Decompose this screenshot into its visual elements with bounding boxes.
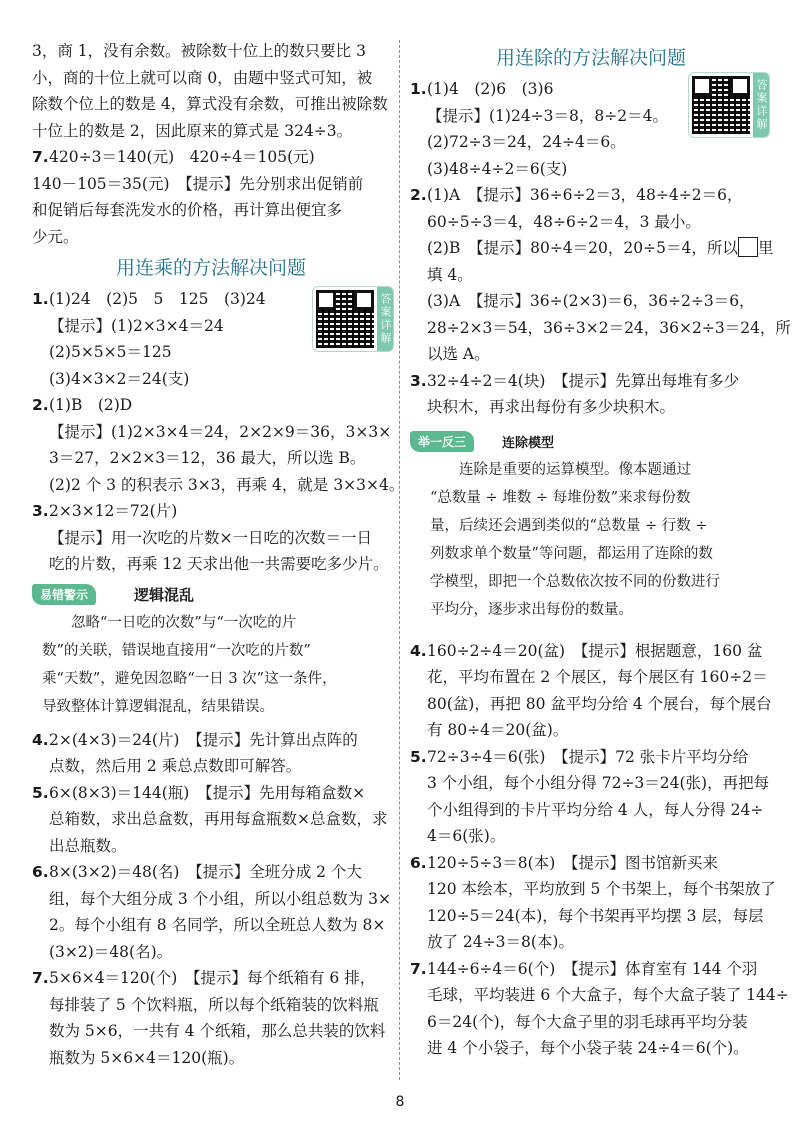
- text-line: 72÷3÷4＝6(张) 【提示】72 张卡片平均分给: [427, 747, 749, 766]
- qr-code-icon: [316, 290, 374, 348]
- text-line: 6＝24(个)，每个大盒子里的羽毛球再平均分装: [427, 1012, 748, 1031]
- section-divide: [410, 76, 791, 421]
- section-multiply: [32, 286, 405, 578]
- text-line: 144÷6÷4＝6(个) 【提示】体育室有 144 个羽: [427, 959, 758, 978]
- tip-badge: 举一反三: [410, 431, 474, 452]
- answer-item: [410, 182, 791, 368]
- note-line: 忽略“一日吃的次数”与“一次吃的片: [71, 614, 297, 631]
- note-line: 平均分，逐步求出每份的数量。: [430, 601, 633, 618]
- text-line: (1)A 【提示】36÷6÷2＝3，48÷4÷2＝6，: [427, 186, 743, 204]
- qr-label: 答案详解: [753, 73, 769, 137]
- answer-item: [410, 850, 776, 956]
- section-title: 用连除的方法解决问题: [495, 47, 686, 69]
- text-line: 6×(8×3)＝144(瓶) 【提示】先用每箱盒数×: [49, 783, 366, 802]
- item-number: 4.: [32, 730, 49, 749]
- answer-item: [410, 744, 772, 850]
- answer-item: [32, 392, 405, 498]
- item-number: 3.: [410, 371, 427, 390]
- text-line: 60÷5÷3＝4，48÷6÷2＝4，3 最小。: [427, 212, 701, 231]
- text-line: 个小组得到的卡片平均分给 4 人，每人分得 24÷: [427, 800, 764, 819]
- text-line: 5×6×4＝120(个) 【提示】每个纸箱有 6 排，: [49, 969, 376, 987]
- answer-item: [32, 144, 390, 250]
- text-line: (3)48÷4÷2＝6(支): [427, 159, 568, 178]
- text-line: (3)4×3×2＝24(支): [49, 369, 190, 388]
- text-fragment: (2)B 【提示】80÷4＝20，20÷5＝4，所以: [427, 239, 738, 257]
- text-line: 总箱数，求出总盒数，再用每盒瓶数×总盒数，求: [49, 810, 388, 828]
- text-line: 4＝6(张)。: [427, 827, 506, 845]
- tip-note: [410, 456, 772, 624]
- note-line: 连除是重要的运算模型。像本题通过: [459, 461, 691, 478]
- item-number: 7.: [410, 959, 427, 978]
- answer-item: [410, 956, 789, 1062]
- text-line: (2)72÷3＝24，24÷4＝6。: [427, 133, 626, 151]
- text-line: 3 个小组，每个小组分得 72÷3＝24(张)，再把每: [427, 774, 770, 792]
- text-line: 数为 5×6，一共有 4 个纸箱，那么总共装的饮料: [49, 1022, 386, 1040]
- text-line: 小，商的十位上就可以商 0，由题中竖式可知，被: [32, 68, 373, 87]
- note-line: 数”的关联，错误地直接用“一次吃的片数”: [42, 642, 311, 659]
- text-line: 块积木，再求出每份有多少块积木。: [427, 398, 676, 416]
- item-number: 7.: [32, 148, 49, 166]
- text-line: 有 80÷4＝20(盆)。: [427, 721, 569, 739]
- item-number: 1.: [410, 80, 427, 98]
- text-line: 以选 A。: [427, 345, 490, 363]
- text-line: 【提示】(1)2×3×4＝24，2×2×9＝36，3×3×: [49, 422, 392, 441]
- text-line: 每排装了 5 个饮料瓶，所以每个纸箱装的饮料瓶: [49, 995, 379, 1014]
- item-number: 1.: [32, 290, 49, 308]
- note-line: 学模型，即把一个总数依次按不同的份数进行: [430, 573, 720, 590]
- section-title: 用连乘的方法解决问题: [115, 257, 306, 279]
- item-number: 4.: [410, 641, 427, 660]
- left-column: [32, 38, 405, 1071]
- item-number: 6.: [32, 863, 49, 881]
- text-line: 【提示】(1)2×3×4＝24: [49, 316, 224, 335]
- text-line: 3，商 1，没有余数。被除数十位上的数只要比 3: [32, 42, 366, 60]
- item-number: 2.: [32, 396, 49, 414]
- item-number: 7.: [32, 969, 49, 987]
- tip-note: [32, 609, 390, 721]
- text-line: 和促销后每套洗发水的价格，再计算出便宜多: [32, 201, 343, 219]
- item-number: 5.: [410, 747, 427, 766]
- item-number: 3.: [32, 502, 49, 520]
- note-line: 导致整体计算逻辑混乱，结果错误。: [42, 698, 274, 715]
- text-line: 组，每个大组分成 3 个小组，所以小组总数为 3×: [49, 889, 391, 908]
- answer-item: [32, 498, 390, 578]
- text-line: (3)A 【提示】36÷(2×3)＝6，36÷2÷3＝6，: [427, 292, 755, 310]
- note-line: 乘“天数”，避免因忽略“一日 3 次”这一条件，: [42, 670, 337, 687]
- answer-item: [32, 727, 390, 780]
- text-fragment: 里: [757, 239, 774, 257]
- item-number: 5.: [32, 783, 49, 802]
- tip-header: [32, 584, 390, 605]
- note-line: “总数量 ÷ 堆数 ÷ 每堆份数”来求每份数: [430, 489, 691, 506]
- text-line: 160÷2÷4＝20(盆) 【提示】根据题意，160 盆: [427, 641, 763, 660]
- answer-item: [410, 638, 772, 744]
- text-line: 出总瓶数。: [49, 836, 127, 855]
- continued-text: [32, 38, 390, 144]
- text-line: 80(盆)，再把 80 盆平均分给 4 个展台，每个展台: [427, 694, 772, 713]
- text-line: 2×(4×3)＝24(片) 【提示】先计算出点阵的: [49, 730, 358, 749]
- text-line: 3＝27，2×2×3＝12，36 最大，所以选 B。: [49, 449, 366, 467]
- text-line: 2。每个小组有 8 名同学，所以全班总人数为 8×: [49, 916, 386, 934]
- answer-item: [32, 859, 390, 965]
- item-number: 2.: [410, 186, 427, 204]
- item-number: 6.: [410, 853, 427, 872]
- tip-title: 逻辑混乱: [134, 585, 195, 604]
- text-line: (3×2)＝48(名)。: [49, 942, 173, 961]
- text-line: 进 4 个小袋子，每个小袋子装 24÷4＝6(个)。: [427, 1039, 749, 1057]
- text-line: 120 本绘本，平均放到 5 个书架上，每个书架放了: [427, 880, 776, 898]
- column-divider: [399, 40, 400, 1080]
- note-line: 列数求单个数量”等问题，都运用了连除的数: [430, 545, 713, 562]
- text-line: 120÷5＝24(本)，每个书架再平均摆 3 层，每层: [427, 906, 764, 925]
- text-line: 除数个位上的数是 4，算式没有余数，可推出被除数: [32, 95, 388, 113]
- text-line: 毛球，平均装进 6 个大盒子，每个大盒子装了 144÷: [427, 986, 789, 1004]
- text-line: 花，平均布置在 2 个展区，每个展区有 160÷2＝: [427, 668, 768, 686]
- text-line: 【提示】(1)24÷3＝8，8÷2＝4。: [427, 106, 668, 125]
- text-line: (1)24 (2)5 5 125 (3)24: [49, 290, 266, 308]
- text-line: 填 4。: [427, 265, 473, 284]
- tip-header: [410, 431, 772, 452]
- text-line: 吃的片数，再乘 12 天求出他一共需要吃多少片。: [49, 555, 389, 573]
- qr-code-card[interactable]: [688, 72, 770, 138]
- text-line: [410, 235, 772, 262]
- text-line: 8×(3×2)＝48(名) 【提示】全班分成 2 个大: [49, 863, 362, 881]
- qr-label: 答案详解: [377, 287, 393, 351]
- answer-item: [32, 965, 390, 1071]
- text-line: 140－105＝35(元) 【提示】先分别求出促销前: [32, 174, 364, 193]
- text-line: (1)B (2)D: [49, 396, 133, 414]
- text-line: (1)4 (2)6 (3)6: [427, 80, 554, 98]
- tip-badge: 易错警示: [32, 584, 96, 605]
- text-line: 32÷4÷2＝4(块) 【提示】先算出每堆有多少: [427, 371, 740, 390]
- blank-box: [738, 237, 758, 257]
- text-line: 120÷5÷3＝8(本) 【提示】图书馆新买来: [427, 853, 718, 872]
- text-line: 瓶数为 5×6×4＝120(瓶)。: [49, 1048, 245, 1067]
- text-line: 十位上的数是 2，因此原来的算式是 324÷3。: [32, 121, 353, 140]
- right-column: [410, 40, 791, 1062]
- text-line: 28÷2×3＝54，36÷3×2＝24，36×2÷3＝24，所: [427, 318, 791, 337]
- text-line: 少元。: [32, 227, 79, 246]
- text-line: (2)5×5×5＝125: [49, 343, 172, 361]
- text-line: 点数，然后用 2 乘总点数即可解答。: [49, 757, 302, 775]
- qr-code-icon: [692, 76, 750, 134]
- answer-item: [32, 780, 390, 860]
- text-line: 【提示】用一次吃的片数×一日吃的次数＝一日: [49, 528, 372, 547]
- text-line: (2)2 个 3 的积表示 3×3，再乘 4，就是 3×3×4。: [49, 475, 405, 494]
- text-line: 420÷3＝140(元) 420÷4＝105(元): [49, 148, 315, 166]
- qr-code-card[interactable]: [312, 286, 394, 352]
- note-line: 量，后续还会遇到类似的“总数量 ÷ 行数 ÷: [430, 517, 708, 534]
- page-number: 8: [395, 1094, 405, 1110]
- text-line: 2×3×12＝72(片): [49, 502, 178, 520]
- text-line: 放了 24÷3＝8(本)。: [427, 933, 574, 951]
- answer-item: [410, 368, 772, 421]
- tip-title: 连除模型: [502, 435, 555, 451]
